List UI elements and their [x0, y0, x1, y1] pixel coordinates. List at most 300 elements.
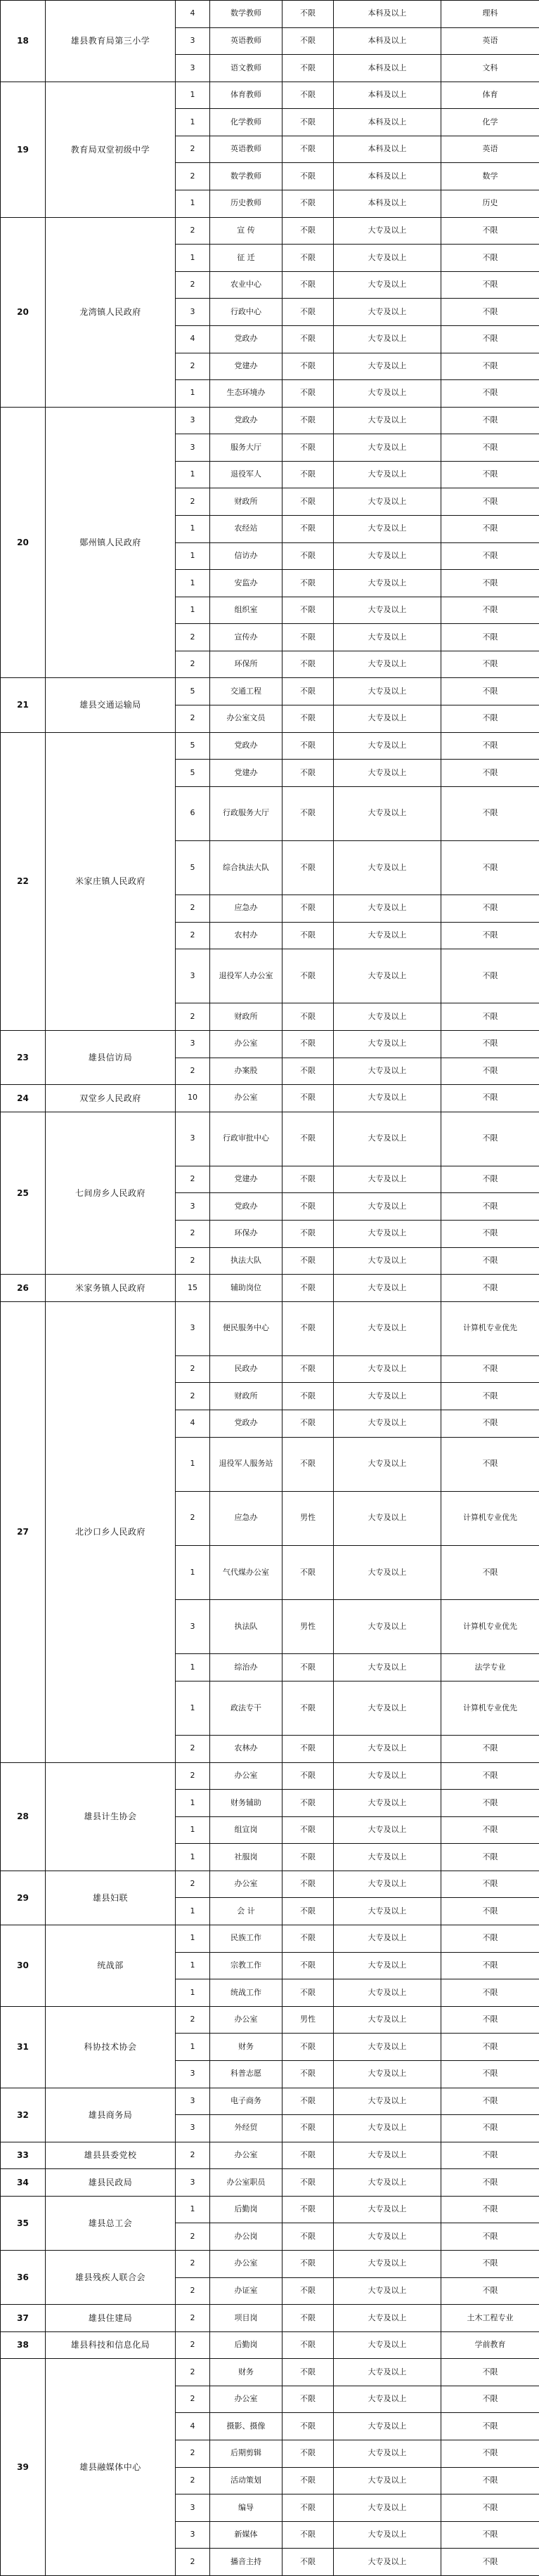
headcount-cell: 2 [176, 136, 210, 163]
headcount-cell: 1 [176, 190, 210, 218]
major-cell: 不限 [441, 2413, 539, 2440]
headcount-cell: 5 [176, 678, 210, 705]
table-row [1, 2305, 539, 2332]
headcount-cell: 2 [176, 2142, 210, 2169]
headcount-cell: 1 [176, 1790, 210, 1817]
major-cell: 不限 [441, 2223, 539, 2251]
headcount-cell: 1 [176, 1952, 210, 1979]
position-cell: 电子商务 [210, 2088, 283, 2115]
row-number-cell: 32 [1, 2088, 46, 2142]
major-cell: 不限 [441, 2060, 539, 2088]
gender-cell: 不限 [283, 82, 334, 109]
position-cell: 财务 [210, 2359, 283, 2386]
gender-cell: 不限 [283, 488, 334, 516]
major-cell: 不限 [441, 488, 539, 516]
position-cell: 农林办 [210, 1736, 283, 1763]
gender-cell: 不限 [283, 2440, 334, 2468]
headcount-cell: 1 [176, 1437, 210, 1491]
position-cell: 统战工作 [210, 1979, 283, 2007]
gender-cell: 不限 [283, 1166, 334, 1193]
headcount-cell: 3 [176, 299, 210, 326]
major-cell: 不限 [441, 2196, 539, 2223]
position-cell: 办公室职员 [210, 2169, 283, 2197]
education-cell: 本科及以上 [334, 55, 441, 82]
gender-cell: 男性 [283, 1600, 334, 1654]
table-row [1, 1301, 539, 1355]
gender-cell: 不限 [283, 1193, 334, 1221]
major-cell: 不限 [441, 760, 539, 787]
major-cell: 计算机专业优先 [441, 1301, 539, 1355]
gender-cell: 不限 [283, 1871, 334, 1898]
major-cell: 不限 [441, 325, 539, 353]
headcount-cell: 3 [176, 2169, 210, 2197]
position-cell: 党政办 [210, 1193, 283, 1221]
education-cell: 大专及以上 [334, 1003, 441, 1031]
major-cell: 不限 [441, 299, 539, 326]
position-cell: 党政办 [210, 732, 283, 760]
gender-cell: 不限 [283, 1275, 334, 1302]
education-cell: 大专及以上 [334, 1355, 441, 1383]
education-cell: 大专及以上 [334, 1166, 441, 1193]
gender-cell: 不限 [283, 2386, 334, 2413]
position-cell: 办公岗 [210, 2223, 283, 2251]
position-cell: 宣传办 [210, 624, 283, 651]
education-cell: 大专及以上 [334, 2440, 441, 2468]
position-cell: 办公室 [210, 1085, 283, 1112]
position-cell: 办证室 [210, 2277, 283, 2305]
major-cell: 不限 [441, 705, 539, 733]
headcount-cell: 1 [176, 1816, 210, 1844]
gender-cell: 不限 [283, 678, 334, 705]
gender-cell: 不限 [283, 922, 334, 949]
row-number-cell: 28 [1, 1762, 46, 1871]
position-cell: 党建办 [210, 760, 283, 787]
row-number-cell: 20 [1, 407, 46, 678]
headcount-cell: 2 [176, 353, 210, 380]
position-cell: 生态环境办 [210, 380, 283, 408]
position-cell: 后勤岗 [210, 2331, 283, 2359]
education-cell: 本科及以上 [334, 109, 441, 136]
position-cell: 信访办 [210, 542, 283, 570]
gender-cell: 不限 [283, 2034, 334, 2061]
position-cell: 播音主持 [210, 2549, 283, 2576]
position-cell: 党建办 [210, 1166, 283, 1193]
row-number-cell: 21 [1, 678, 46, 732]
major-cell: 不限 [441, 1058, 539, 1085]
education-cell: 大专及以上 [334, 2549, 441, 2576]
position-cell: 外经贸 [210, 2115, 283, 2142]
major-cell: 历史 [441, 190, 539, 218]
major-cell: 不限 [441, 1736, 539, 1763]
education-cell: 大专及以上 [334, 1221, 441, 1248]
unit-name-cell: 雄县融媒体中心 [46, 2359, 176, 2576]
position-cell: 后期剪辑 [210, 2440, 283, 2468]
unit-name-cell: 雄县县委党校 [46, 2142, 176, 2169]
major-cell: 不限 [441, 1844, 539, 1871]
gender-cell: 不限 [283, 109, 334, 136]
education-cell: 大专及以上 [334, 1112, 441, 1166]
headcount-cell: 1 [176, 380, 210, 408]
row-number-cell: 19 [1, 82, 46, 217]
table-row [1, 1030, 539, 1058]
headcount-cell: 1 [176, 542, 210, 570]
education-cell: 本科及以上 [334, 163, 441, 190]
gender-cell: 不限 [283, 1085, 334, 1112]
headcount-cell: 3 [176, 55, 210, 82]
position-cell: 办公室文员 [210, 705, 283, 733]
position-cell: 编导 [210, 2494, 283, 2522]
row-number-cell: 34 [1, 2169, 46, 2197]
headcount-cell: 2 [176, 2305, 210, 2332]
education-cell: 大专及以上 [334, 2196, 441, 2223]
education-cell: 大专及以上 [334, 840, 441, 895]
education-cell: 大专及以上 [334, 2359, 441, 2386]
headcount-cell: 1 [176, 515, 210, 542]
gender-cell: 不限 [283, 2196, 334, 2223]
education-cell: 大专及以上 [334, 1030, 441, 1058]
position-cell: 后勤岗 [210, 2196, 283, 2223]
gender-cell: 不限 [283, 380, 334, 408]
major-cell: 理科 [441, 1, 539, 28]
position-cell: 办公室 [210, 1762, 283, 1790]
major-cell: 不限 [441, 1112, 539, 1166]
position-cell: 征 迁 [210, 245, 283, 272]
row-number-cell: 22 [1, 732, 46, 1030]
row-number-cell: 27 [1, 1301, 46, 1762]
headcount-cell: 2 [176, 2223, 210, 2251]
position-cell: 语文教师 [210, 55, 283, 82]
table-row [1, 82, 539, 109]
gender-cell: 不限 [283, 949, 334, 1003]
education-cell: 大专及以上 [334, 2386, 441, 2413]
gender-cell: 不限 [283, 2169, 334, 2197]
major-cell: 不限 [441, 217, 539, 245]
major-cell: 不限 [441, 461, 539, 488]
major-cell: 英语 [441, 27, 539, 55]
position-cell: 环保办 [210, 1221, 283, 1248]
position-cell: 退役军人办公室 [210, 949, 283, 1003]
education-cell: 大专及以上 [334, 1545, 441, 1599]
major-cell: 计算机专业优先 [441, 1491, 539, 1545]
headcount-cell: 2 [176, 1166, 210, 1193]
position-cell: 数学教师 [210, 1, 283, 28]
headcount-cell: 3 [176, 27, 210, 55]
headcount-cell: 3 [176, 1030, 210, 1058]
major-cell: 不限 [441, 1355, 539, 1383]
position-cell: 退役军人服务站 [210, 1437, 283, 1491]
position-cell: 便民服务中心 [210, 1301, 283, 1355]
major-cell: 不限 [441, 407, 539, 434]
position-cell: 历史教师 [210, 190, 283, 218]
table-row [1, 407, 539, 434]
position-cell: 民族工作 [210, 1925, 283, 1953]
gender-cell: 不限 [283, 461, 334, 488]
gender-cell: 不限 [283, 190, 334, 218]
position-cell: 办案股 [210, 1058, 283, 1085]
education-cell: 大专及以上 [334, 678, 441, 705]
major-cell: 不限 [441, 651, 539, 678]
position-cell: 综治办 [210, 1654, 283, 1681]
education-cell: 大专及以上 [334, 922, 441, 949]
major-cell: 学前教育 [441, 2331, 539, 2359]
major-cell: 不限 [441, 624, 539, 651]
major-cell: 不限 [441, 2549, 539, 2576]
education-cell: 大专及以上 [334, 299, 441, 326]
headcount-cell: 2 [176, 2467, 210, 2494]
gender-cell: 不限 [283, 1736, 334, 1763]
education-cell: 大专及以上 [334, 245, 441, 272]
gender-cell: 不限 [283, 1383, 334, 1410]
education-cell: 大专及以上 [334, 1952, 441, 1979]
major-cell: 不限 [441, 570, 539, 597]
gender-cell: 不限 [283, 1003, 334, 1031]
position-cell: 辅助岗位 [210, 1275, 283, 1302]
gender-cell: 不限 [283, 2142, 334, 2169]
headcount-cell: 2 [176, 895, 210, 923]
education-cell: 大专及以上 [334, 2060, 441, 2088]
gender-cell: 不限 [283, 786, 334, 840]
education-cell: 本科及以上 [334, 27, 441, 55]
headcount-cell: 2 [176, 1871, 210, 1898]
unit-name-cell: 米家务镇人民政府 [46, 1275, 176, 1302]
position-cell: 组织室 [210, 597, 283, 624]
headcount-cell: 5 [176, 840, 210, 895]
gender-cell: 不限 [283, 760, 334, 787]
headcount-cell: 2 [176, 271, 210, 299]
education-cell: 大专及以上 [334, 1681, 441, 1735]
major-cell: 不限 [441, 2386, 539, 2413]
position-cell: 体育教师 [210, 82, 283, 109]
headcount-cell: 10 [176, 1085, 210, 1112]
position-cell: 综合执法大队 [210, 840, 283, 895]
major-cell: 不限 [441, 245, 539, 272]
major-cell: 不限 [441, 2006, 539, 2034]
position-cell: 执法大队 [210, 1247, 283, 1275]
headcount-cell: 2 [176, 2440, 210, 2468]
education-cell: 大专及以上 [334, 1193, 441, 1221]
headcount-cell: 3 [176, 1600, 210, 1654]
headcount-cell: 2 [176, 1058, 210, 1085]
major-cell: 不限 [441, 1898, 539, 1925]
major-cell: 不限 [441, 2359, 539, 2386]
major-cell: 不限 [441, 786, 539, 840]
education-cell: 大专及以上 [334, 2034, 441, 2061]
major-cell: 不限 [441, 1790, 539, 1817]
gender-cell: 不限 [283, 325, 334, 353]
major-cell: 不限 [441, 2250, 539, 2277]
position-cell: 政法专干 [210, 1681, 283, 1735]
education-cell: 大专及以上 [334, 1247, 441, 1275]
position-cell: 农村办 [210, 922, 283, 949]
education-cell: 大专及以上 [334, 2305, 441, 2332]
gender-cell: 不限 [283, 597, 334, 624]
major-cell: 不限 [441, 2142, 539, 2169]
major-cell: 不限 [441, 1193, 539, 1221]
education-cell: 大专及以上 [334, 732, 441, 760]
position-cell: 办公室 [210, 2006, 283, 2034]
gender-cell: 不限 [283, 2359, 334, 2386]
major-cell: 不限 [441, 2169, 539, 2197]
major-cell: 不限 [441, 1003, 539, 1031]
headcount-cell: 1 [176, 597, 210, 624]
headcount-cell: 1 [176, 109, 210, 136]
headcount-cell: 2 [176, 163, 210, 190]
education-cell: 大专及以上 [334, 1898, 441, 1925]
gender-cell: 不限 [283, 1790, 334, 1817]
position-cell: 办公室 [210, 2142, 283, 2169]
gender-cell: 不限 [283, 217, 334, 245]
position-cell: 党建办 [210, 353, 283, 380]
major-cell: 不限 [441, 678, 539, 705]
unit-name-cell: 雄县住建局 [46, 2305, 176, 2332]
headcount-cell: 2 [176, 2250, 210, 2277]
gender-cell: 不限 [283, 27, 334, 55]
gender-cell: 不限 [283, 299, 334, 326]
headcount-cell: 2 [176, 1003, 210, 1031]
position-cell: 行政服务大厅 [210, 786, 283, 840]
gender-cell: 不限 [283, 1221, 334, 1248]
row-number-cell: 20 [1, 217, 46, 407]
major-cell: 不限 [441, 1410, 539, 1438]
education-cell: 大专及以上 [334, 2088, 441, 2115]
gender-cell: 不限 [283, 1816, 334, 1844]
gender-cell: 不限 [283, 1030, 334, 1058]
gender-cell: 不限 [283, 136, 334, 163]
unit-name-cell: 雄县科技和信息化局 [46, 2331, 176, 2359]
major-cell: 土木工程专业 [441, 2305, 539, 2332]
row-number-cell: 24 [1, 1085, 46, 1112]
unit-name-cell: 雄县商务局 [46, 2088, 176, 2142]
headcount-cell: 2 [176, 2277, 210, 2305]
education-cell: 大专及以上 [334, 2494, 441, 2522]
position-cell: 气代煤办公室 [210, 1545, 283, 1599]
major-cell: 不限 [441, 895, 539, 923]
table-row [1, 1085, 539, 1112]
position-cell: 财政所 [210, 1383, 283, 1410]
gender-cell: 不限 [283, 2521, 334, 2549]
headcount-cell: 6 [176, 786, 210, 840]
unit-name-cell: 雄县民政局 [46, 2169, 176, 2197]
major-cell: 不限 [441, 2088, 539, 2115]
major-cell: 不限 [441, 1247, 539, 1275]
gender-cell: 不限 [283, 2115, 334, 2142]
gender-cell: 不限 [283, 163, 334, 190]
gender-cell: 不限 [283, 1058, 334, 1085]
headcount-cell: 2 [176, 488, 210, 516]
education-cell: 大专及以上 [334, 2142, 441, 2169]
headcount-cell: 2 [176, 1491, 210, 1545]
gender-cell: 不限 [283, 271, 334, 299]
headcount-cell: 2 [176, 1383, 210, 1410]
major-cell: 不限 [441, 1030, 539, 1058]
gender-cell: 不限 [283, 1112, 334, 1166]
headcount-cell: 3 [176, 949, 210, 1003]
gender-cell: 不限 [283, 840, 334, 895]
headcount-cell: 2 [176, 1762, 210, 1790]
position-cell: 组宣岗 [210, 1816, 283, 1844]
row-number-cell: 33 [1, 2142, 46, 2169]
position-cell: 财务辅助 [210, 1790, 283, 1817]
position-cell: 党政办 [210, 1410, 283, 1438]
position-cell: 财政所 [210, 1003, 283, 1031]
row-number-cell: 38 [1, 2331, 46, 2359]
unit-name-cell: 雄县教育局第三小学 [46, 1, 176, 82]
major-cell: 不限 [441, 1952, 539, 1979]
major-cell: 化学 [441, 109, 539, 136]
table-row [1, 2250, 539, 2277]
table-row [1, 1871, 539, 1898]
position-cell: 行政审批中心 [210, 1112, 283, 1166]
gender-cell: 不限 [283, 2088, 334, 2115]
row-number-cell: 25 [1, 1112, 46, 1274]
gender-cell: 不限 [283, 570, 334, 597]
headcount-cell: 2 [176, 2331, 210, 2359]
education-cell: 大专及以上 [334, 1437, 441, 1491]
headcount-cell: 3 [176, 407, 210, 434]
headcount-cell: 2 [176, 1736, 210, 1763]
gender-cell: 不限 [283, 515, 334, 542]
table-row [1, 1762, 539, 1790]
position-cell: 安监办 [210, 570, 283, 597]
education-cell: 大专及以上 [334, 407, 441, 434]
major-cell: 不限 [441, 542, 539, 570]
unit-name-cell: 统战部 [46, 1925, 176, 2007]
education-cell: 大专及以上 [334, 434, 441, 462]
unit-name-cell: 鄚州镇人民政府 [46, 407, 176, 678]
education-cell: 本科及以上 [334, 190, 441, 218]
headcount-cell: 1 [176, 1979, 210, 2007]
major-cell: 不限 [441, 2115, 539, 2142]
position-cell: 英语教师 [210, 27, 283, 55]
headcount-cell: 2 [176, 217, 210, 245]
headcount-cell: 4 [176, 1410, 210, 1438]
gender-cell: 不限 [283, 1355, 334, 1383]
headcount-cell: 3 [176, 2088, 210, 2115]
gender-cell: 不限 [283, 1844, 334, 1871]
gender-cell: 不限 [283, 1654, 334, 1681]
education-cell: 大专及以上 [334, 1410, 441, 1438]
education-cell: 大专及以上 [334, 353, 441, 380]
education-cell: 大专及以上 [334, 651, 441, 678]
headcount-cell: 1 [176, 2034, 210, 2061]
gender-cell: 不限 [283, 1545, 334, 1599]
headcount-cell: 2 [176, 1221, 210, 1248]
table-row [1, 217, 539, 245]
gender-cell: 不限 [283, 1762, 334, 1790]
position-cell: 财务 [210, 2034, 283, 2061]
position-cell: 社服岗 [210, 1844, 283, 1871]
headcount-cell: 2 [176, 705, 210, 733]
position-cell: 执法队 [210, 1600, 283, 1654]
major-cell: 不限 [441, 1979, 539, 2007]
education-cell: 大专及以上 [334, 1844, 441, 1871]
position-cell: 退役军人 [210, 461, 283, 488]
gender-cell: 不限 [283, 651, 334, 678]
gender-cell: 不限 [283, 732, 334, 760]
table-row [1, 2196, 539, 2223]
education-cell: 大专及以上 [334, 380, 441, 408]
row-number-cell: 39 [1, 2359, 46, 2576]
education-cell: 大专及以上 [334, 2277, 441, 2305]
table-row [1, 2331, 539, 2359]
headcount-cell: 1 [176, 1681, 210, 1735]
gender-cell: 不限 [283, 2331, 334, 2359]
position-cell: 办公室 [210, 1030, 283, 1058]
table-row [1, 1112, 539, 1166]
major-cell: 不限 [441, 1816, 539, 1844]
headcount-cell: 1 [176, 82, 210, 109]
headcount-cell: 15 [176, 1275, 210, 1302]
